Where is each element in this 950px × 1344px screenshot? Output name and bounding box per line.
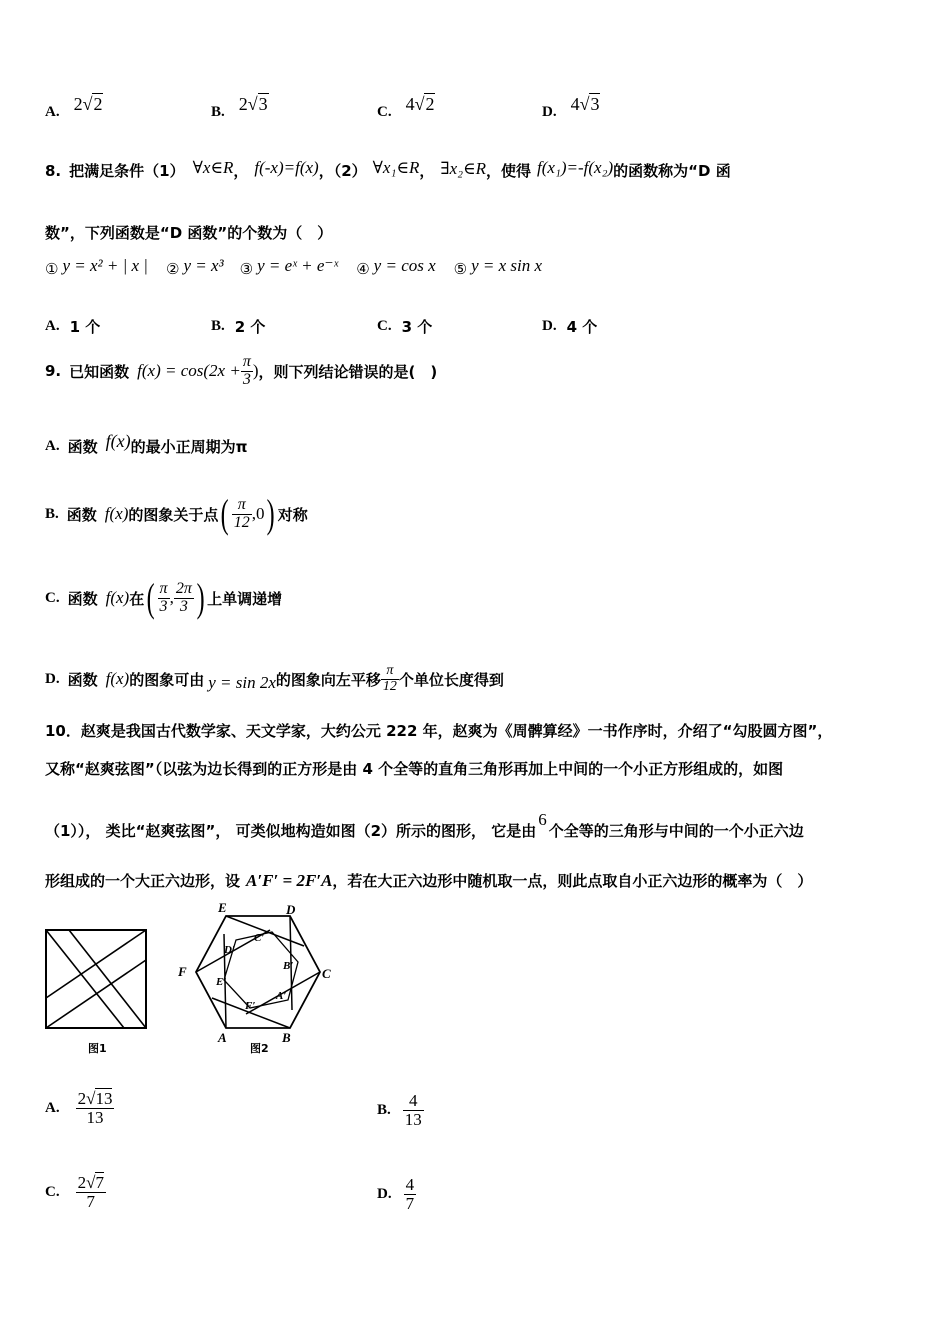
- option-label: B.: [377, 1101, 391, 1118]
- option-label: B.: [45, 505, 59, 522]
- stem-text: 又称“赵爽弦图”（以弦为边长得到的正方形是由 4 个全等的直角三角形再加上中间的一个小正方形组成的，如图: [45, 760, 784, 778]
- radical-expression: 2√3: [238, 94, 268, 114]
- q7-option-c[interactable]: [377, 94, 435, 121]
- figure-2-hexagon-diagram: [180, 900, 340, 1050]
- label-b: B: [282, 1030, 291, 1045]
- circle-number-1: ①: [45, 260, 59, 278]
- q8-option-b[interactable]: [211, 316, 265, 337]
- label-f: F: [178, 964, 187, 979]
- option-text: 个单位长度得到: [398, 670, 504, 689]
- stem-text: 的函数称为“D 函: [613, 162, 731, 180]
- stem-text: ，: [419, 162, 435, 180]
- stem-text: 已知函数: [69, 362, 130, 381]
- number-six: 6: [538, 809, 547, 829]
- option-fraction: $\frac{2√7}{7}$: [77, 1173, 104, 1211]
- option-text: 对称: [277, 505, 308, 524]
- option-label: C.: [377, 104, 392, 120]
- function-expression: y = eˣ + e⁻ˣ: [257, 256, 339, 275]
- option-text: 2 个: [234, 318, 266, 336]
- figure-1-zhao-shuang-diagram: [44, 928, 150, 1032]
- option-label: A.: [45, 438, 60, 454]
- option-text: 上单调递增: [207, 589, 283, 608]
- left-paren: (: [146, 575, 155, 620]
- q9-option-a[interactable]: [45, 431, 248, 457]
- option-text: 函数: [67, 589, 98, 608]
- option-label: A.: [45, 1099, 60, 1116]
- option-label: D.: [45, 670, 60, 687]
- math-forall-x: ∀x∈R: [192, 157, 234, 177]
- q10-stem-line4: [45, 870, 812, 891]
- q10-stem-line1: [45, 720, 832, 741]
- question-number: 8.: [45, 161, 62, 180]
- right-paren: ): [196, 575, 205, 620]
- function-expression: y = cos x: [373, 256, 436, 275]
- function-f-x: f(x): [105, 431, 131, 451]
- figure-2-caption: 图2: [250, 1042, 269, 1055]
- option-label: C.: [45, 589, 60, 606]
- option-label: B.: [211, 318, 225, 334]
- option-text: 函数: [66, 505, 97, 524]
- option-fraction: $\frac{4}{13}$: [404, 1091, 422, 1129]
- q10-option-d[interactable]: [377, 1176, 416, 1213]
- function-expression: y = x² + | x |: [62, 256, 148, 275]
- q10-stem-line3: [45, 809, 804, 841]
- radical-expression: 2√2: [73, 94, 103, 114]
- q8-stem-line2: [45, 222, 332, 243]
- function-f-x: f(x): [104, 504, 129, 523]
- function-f-x: f(x): [105, 588, 130, 607]
- option-text: 3 个: [401, 318, 433, 336]
- circle-number-4: ④: [356, 260, 370, 278]
- pi-over-three-fraction: $\frac{\pi}{3}$: [159, 579, 168, 615]
- pi-over-three-fraction: $\frac{\pi}{3}$: [242, 353, 251, 388]
- function-definition: f(x) = cos(2x +: [137, 361, 241, 381]
- math-condition-1: f(-x)=f(x): [254, 157, 319, 177]
- segment-relation: A′F′ = 2F′A: [246, 870, 333, 890]
- two-pi-over-three-fraction: $\frac{2\pi}{3}$: [175, 579, 192, 615]
- stem-text: （1））， 类比“赵爽弦图”， 可类似地构造如图（2）所示的图形， 它是由: [45, 822, 537, 840]
- option-text: 4 个: [566, 318, 598, 336]
- stem-text: 把满足条件（1）: [69, 162, 185, 180]
- option-label: B.: [211, 104, 225, 120]
- option-label: A.: [45, 318, 60, 334]
- figure-1-caption: 图1: [88, 1042, 107, 1055]
- right-paren: ): [267, 491, 276, 536]
- stem-text: ，若在大正六边形中随机取一点，则此点取自小正六边形的概率为（ ）: [332, 872, 813, 890]
- pi-over-twelve-fraction: $\frac{\pi}{12}$: [233, 495, 250, 531]
- q8-option-c[interactable]: [377, 316, 432, 337]
- left-paren: (: [221, 491, 230, 536]
- option-fraction: $\frac{2√13}{13}$: [77, 1089, 113, 1127]
- option-label: D.: [542, 104, 557, 120]
- function-sin-2x: y = sin 2x: [208, 673, 276, 693]
- q10-option-c[interactable]: [45, 1174, 106, 1211]
- q7-option-b[interactable]: [211, 94, 269, 121]
- label-a-prime: A′: [276, 990, 287, 1002]
- label-e-prime: E′: [216, 976, 227, 988]
- stem-text: ，（2）: [318, 162, 367, 180]
- q10-option-a[interactable]: [45, 1090, 114, 1127]
- option-fraction: $\frac{4}{7}$: [405, 1175, 415, 1213]
- math-condition-2: f(x₁)=-f(x₂): [537, 157, 614, 177]
- q9-option-b[interactable]: [45, 491, 308, 536]
- q8-option-a[interactable]: [45, 316, 100, 337]
- label-d: D: [286, 902, 296, 917]
- stem-text: ，则下列结论错误的是( ): [258, 362, 438, 381]
- stem-text: ，使得: [486, 162, 532, 180]
- circle-number-2: ②: [165, 260, 180, 278]
- function-expression: y = x sin x: [471, 256, 543, 275]
- point-zero: ,0: [251, 504, 265, 523]
- label-b-prime: B′: [283, 960, 294, 972]
- option-label: C.: [45, 1183, 60, 1200]
- pi-over-twelve-fraction: $\frac{\pi}{12}$: [382, 663, 397, 694]
- function-f-x: f(x): [105, 669, 130, 689]
- option-label: A.: [45, 104, 60, 120]
- question-number: 9.: [45, 362, 62, 381]
- label-c: C: [322, 966, 331, 981]
- stem-text: ，: [233, 162, 249, 180]
- option-label: C.: [377, 318, 392, 334]
- label-a: A: [218, 1030, 227, 1045]
- option-text: 1 个: [69, 318, 101, 336]
- q10-option-b[interactable]: [377, 1092, 424, 1129]
- radical-expression: 4√2: [405, 94, 435, 114]
- q9-option-c[interactable]: [45, 575, 283, 620]
- option-text: 的图象向左平移: [275, 670, 381, 689]
- label-d-prime: D′: [224, 944, 236, 956]
- option-text: 函数: [67, 438, 98, 456]
- q10-stem-line2: [45, 758, 783, 779]
- label-c-prime: C′: [254, 932, 265, 944]
- function-expression: y = x³: [183, 256, 224, 275]
- option-text: 的图象可由: [129, 670, 205, 689]
- option-text: 的图象关于点: [128, 505, 219, 524]
- q8-stem-line1: [45, 157, 731, 181]
- option-text: 函数: [67, 670, 98, 689]
- stem-text: 数”，下列函数是“D 函数”的个数为（ ）: [45, 224, 333, 242]
- q8-option-d[interactable]: [542, 316, 597, 337]
- q8-function-list: [45, 256, 543, 278]
- interval-separator: ,: [169, 588, 174, 607]
- radical-expression: 4√3: [570, 94, 600, 114]
- right-paren: ): [252, 361, 259, 381]
- option-text: 在: [129, 589, 145, 608]
- option-text: 的最小正周期为π: [130, 438, 248, 456]
- stem-text: 形组成的一个大正六边形，设: [45, 872, 241, 890]
- q7-option-a[interactable]: [45, 94, 103, 121]
- circle-number-5: ⑤: [453, 260, 468, 278]
- label-f-prime: F′: [245, 1000, 256, 1012]
- label-e: E: [218, 900, 227, 915]
- option-label: D.: [542, 318, 557, 334]
- stem-text: 10．赵爽是我国古代数学家、天文学家，大约公元 222 年，赵爽为《周髀算经》一书作序时，介绍了“勾股圆方图”，: [45, 722, 833, 740]
- q7-option-d[interactable]: [542, 94, 600, 121]
- stem-text: 个全等的三角形与中间的一个小正六边: [548, 822, 804, 840]
- math-exists-x2: ∃x₂∈R: [440, 158, 487, 178]
- q9-stem: [45, 354, 437, 389]
- math-forall-x1: ∀x₁∈R: [372, 157, 420, 177]
- option-label: D.: [377, 1185, 392, 1202]
- circle-number-3: ③: [239, 260, 254, 278]
- q9-option-d[interactable]: [45, 664, 504, 694]
